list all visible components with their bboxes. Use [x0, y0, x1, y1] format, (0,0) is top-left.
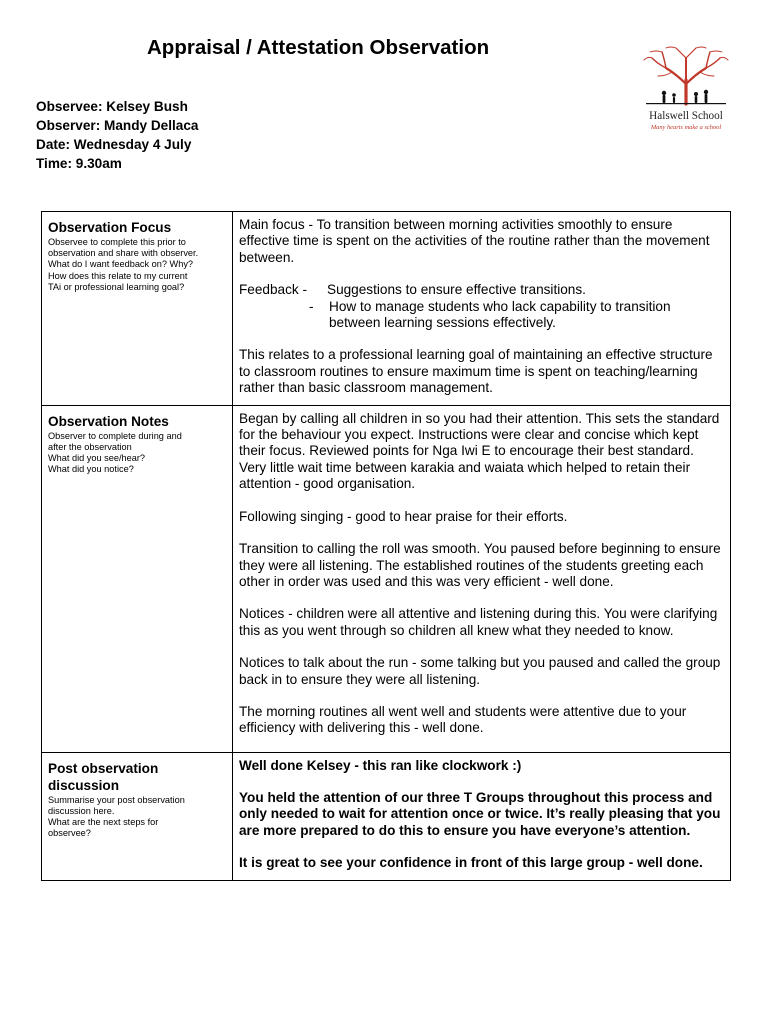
time-line: Time: 9.30am — [36, 156, 122, 171]
focus-desc-line: observation and share with observer. — [48, 248, 199, 259]
school-tagline: Many hearts make a school — [650, 124, 722, 131]
focus-label-cell — [42, 212, 233, 406]
school-name: Halswell School — [649, 110, 723, 122]
feedback-block — [239, 282, 724, 331]
focus-desc-line: What do I want feedback on? Why? — [48, 259, 194, 270]
notes-paragraph: Notices to talk about the run - some talking but you paused and called the group back in to ensure they were all listening. — [239, 655, 721, 687]
notes-content-cell — [233, 405, 731, 752]
focus-desc-line: TAi or professional learning goal? — [48, 281, 185, 292]
focus-title: Observation Focus — [48, 220, 172, 235]
notes-paragraph: Notices - children were all attentive and listening during this. You were clarifying this as you went through so children all knew what they needed to know. — [239, 606, 718, 638]
school-logo — [636, 44, 736, 140]
observer-line: Observer: Mandy Dellaca — [36, 118, 199, 133]
feedback-item: How to manage students who lack capability to transition between learning sessions effectively. — [329, 298, 671, 331]
post-description — [48, 795, 226, 840]
post-paragraph: You held the attention of our three T Groups throughout this process and only needed to wait for attention once or twice. It’s really pleasing that you are more prepared to do this to ensure you have everyone’s attention. — [239, 790, 721, 838]
post-desc-line: discussion here. — [48, 805, 115, 816]
notes-paragraph: Following singing - good to hear praise for their efforts. — [239, 508, 568, 524]
observation-meta — [36, 97, 198, 173]
date-line: Date: Wednesday 4 July — [36, 137, 192, 152]
notes-title: Observation Notes — [48, 413, 169, 429]
observation-table — [41, 211, 731, 881]
table-row-post — [42, 752, 731, 880]
post-title: Post observation discussion — [48, 760, 159, 793]
feedback-label: Feedback - — [239, 282, 308, 298]
notes-desc-line: after the observation — [48, 441, 132, 452]
notes-label-cell — [42, 405, 233, 752]
feedback-dash: - — [309, 298, 314, 314]
focus-main: Main focus - To transition between morning activities smoothly to ensure effective time is spent on the activities of the routine rather than the movement between. — [239, 217, 710, 265]
post-desc-line: What are the next steps for — [48, 817, 159, 828]
notes-paragraph: Began by calling all children in so you had their attention. This sets the standard for the behaviour you expect. Instructions were clear and concise which kept their focus. Reviewed points for Nga Iwi E to encourage their best standard. Very little wait time between karakia and waiata which helped to retain their attention - good organisation. — [239, 410, 720, 492]
tree-icon — [636, 44, 736, 110]
table-row-notes — [42, 405, 731, 752]
table-row-focus — [42, 212, 731, 406]
notes-desc-line: What did you notice? — [48, 464, 134, 475]
page-title: Appraisal / Attestation Observation — [147, 36, 490, 59]
focus-description — [48, 237, 226, 293]
observee-line: Observee: Kelsey Bush — [36, 99, 188, 114]
focus-desc-line: Observee to complete this prior to — [48, 237, 186, 247]
notes-paragraph: Transition to calling the roll was smooth. You paused before beginning to ensure they were all listening. The established routines of the students greeting each other in order was used and this was very efficient - well done. — [239, 541, 721, 589]
post-desc-line: Summarise your post observation — [48, 794, 185, 805]
post-paragraph: Well done Kelsey - this ran like clockwork :) — [239, 757, 522, 773]
notes-desc-line: Observer to complete during and — [48, 430, 182, 441]
focus-relates: This relates to a professional learning goal of maintaining an effective structure to classroom routines to ensure maximum time is spent on teaching/learning rather than basic classroom management. — [239, 347, 713, 396]
post-label-cell — [42, 752, 233, 880]
notes-description — [48, 431, 226, 476]
feedback-item: Suggestions to ensure effective transitions. — [327, 282, 586, 298]
post-paragraph: It is great to see your confidence in front of this large group - well done. — [239, 855, 703, 871]
focus-desc-line: How does this relate to my current — [48, 270, 188, 281]
notes-paragraph: The morning routines all went well and students were attentive due to your efficiency with delivering this - well done. — [239, 703, 687, 736]
post-desc-line: observee? — [48, 828, 91, 839]
post-content-cell — [233, 752, 731, 880]
focus-content-cell — [233, 212, 731, 406]
notes-desc-line: What did you see/hear? — [48, 453, 146, 464]
